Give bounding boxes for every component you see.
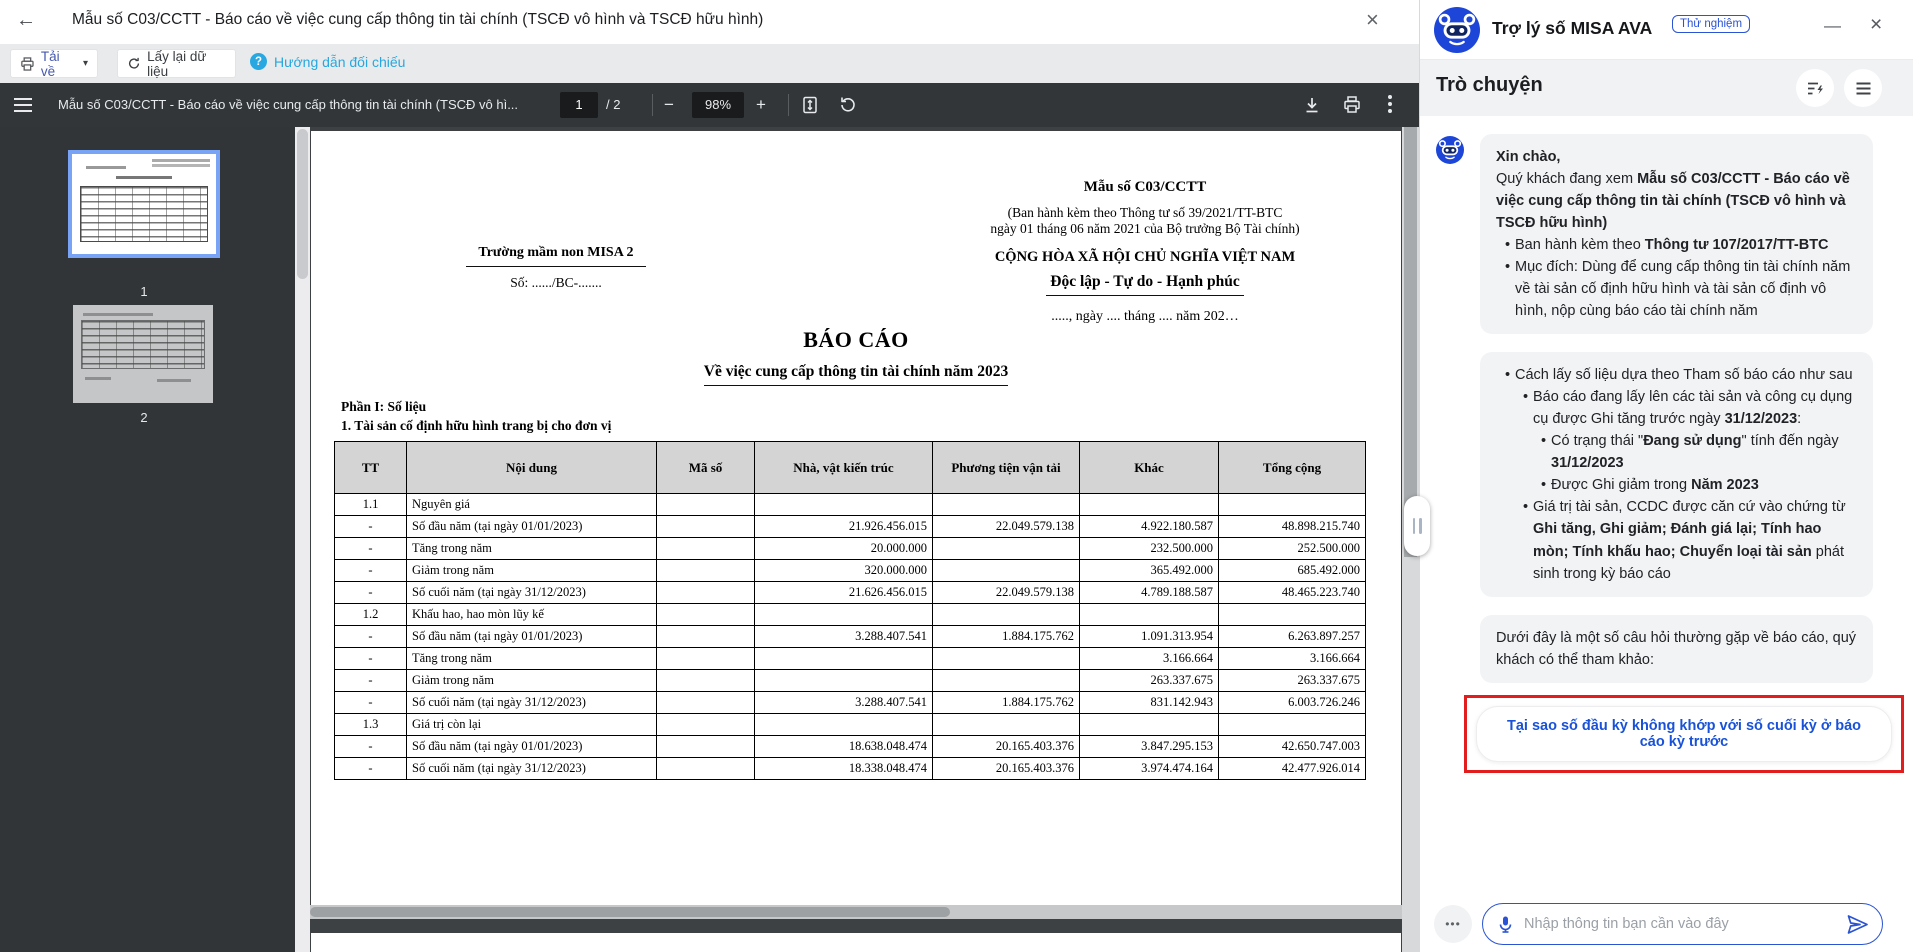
- table-cell: Số đầu năm (tại ngày 01/01/2023): [407, 626, 657, 648]
- national-motto: CỘNG HÒA XÃ HỘI CHỦ NGHĨA VIỆT NAM: [994, 248, 1296, 265]
- microphone-icon[interactable]: [1496, 915, 1515, 934]
- message-line: • Mục đích: Dùng để cung cấp thông tin tài chính năm về tài sản cố định hữu hình và tài sản cố định vô hình, nộp cùng báo cáo tài chính năm: [1504, 259, 1851, 320]
- table-cell: [933, 648, 1080, 670]
- table-cell: Nguyên giá: [407, 494, 657, 516]
- table-row: [335, 736, 1366, 758]
- table-row: [335, 758, 1366, 780]
- table-cell: Giá trị còn lại: [407, 714, 657, 736]
- send-icon[interactable]: [1846, 913, 1869, 936]
- table-cell: 1.3: [335, 714, 407, 736]
- message-line: Quý khách đang xem Mẫu số C03/CCTT - Báo cáo về việc cung cấp thông tin tài chính (TSCĐ vô hình và TSCĐ hữu hình): [1496, 171, 1850, 232]
- message-line: • Được Ghi giảm trong Năm 2023: [1540, 477, 1759, 494]
- report-page-2-edge: [311, 933, 1401, 952]
- table-cell: [657, 538, 755, 560]
- table-cell: 1.884.175.762: [933, 626, 1080, 648]
- more-actions-button[interactable]: •••: [1434, 905, 1472, 943]
- chat-section-bar: [1420, 60, 1913, 116]
- table-cell: [657, 692, 755, 714]
- table-cell: Tăng trong năm: [407, 648, 657, 670]
- annotation-highlight-box: [1464, 695, 1904, 773]
- table-cell: [657, 604, 755, 626]
- chat-bubble: [1480, 352, 1873, 596]
- toolbar-divider: [788, 94, 789, 116]
- chat-input-pill: [1482, 903, 1883, 945]
- table-cell: 4.789.188.587: [1080, 582, 1219, 604]
- page-number-input[interactable]: 1: [560, 92, 598, 118]
- form-number: Mẫu số C03/CCTT: [1083, 179, 1207, 195]
- rotate-icon[interactable]: [838, 95, 858, 115]
- table-cell: [657, 582, 755, 604]
- independence-line: Độc lập - Tự do - Hạnh phúc: [1046, 273, 1243, 296]
- assistant-header: [1420, 0, 1913, 60]
- table-cell: 42.477.926.014: [1219, 758, 1366, 780]
- assistant-name: Trợ lý số MISA AVA: [1492, 18, 1653, 38]
- zoom-out-button[interactable]: −: [664, 95, 674, 114]
- table-cell: [933, 714, 1080, 736]
- refresh-data-button[interactable]: [117, 49, 236, 78]
- table-cell: [657, 516, 755, 538]
- report-subtitle: Về việc cung cấp thông tin tài chính năm 2023: [704, 363, 1008, 386]
- chat-input-row: [1434, 903, 1883, 945]
- table-cell: [1219, 604, 1366, 626]
- table-cell: -: [335, 670, 407, 692]
- doc-header-left: [436, 243, 676, 291]
- table-cell: [657, 626, 755, 648]
- table-row: [335, 516, 1366, 538]
- table-cell: [657, 648, 755, 670]
- beta-badge: Thử nghiệm: [1672, 15, 1750, 33]
- report-window-titlebar: [0, 0, 1419, 44]
- table-cell: [657, 560, 755, 582]
- message-line: Dưới đây là một số câu hỏi thường gặp về báo cáo, quý khách có thể tham khảo:: [1496, 629, 1857, 668]
- doc-header-right: [969, 179, 1321, 325]
- table-cell: 263.337.675: [1080, 670, 1219, 692]
- table-row: [335, 582, 1366, 604]
- assistant-logo-icon: [1434, 7, 1480, 53]
- table-cell: [755, 714, 933, 736]
- print-icon[interactable]: [1342, 95, 1362, 115]
- download-button[interactable]: [10, 49, 98, 78]
- thumbnail-page-1-label: 1: [140, 284, 148, 299]
- table-cell: 6.263.897.257: [1219, 626, 1366, 648]
- table-cell: 3.847.295.153: [1080, 736, 1219, 758]
- table-row: [335, 538, 1366, 560]
- panel-resize-handle[interactable]: [1404, 496, 1430, 556]
- table-cell: 263.337.675: [1219, 670, 1366, 692]
- guide-label: Hướng dẫn đối chiếu: [274, 53, 406, 70]
- table-cell: -: [335, 648, 407, 670]
- table-cell: 48.898.215.740: [1219, 516, 1366, 538]
- report-window-title: Mẫu số C03/CCTT - Báo cáo về việc cung cấp thông tin tài chính (TSCĐ vô hình và TSCĐ hữu hình): [72, 11, 764, 28]
- more-options-icon[interactable]: [1388, 95, 1392, 113]
- table-cell: Số đầu năm (tại ngày 01/01/2023): [407, 516, 657, 538]
- table-header-row: [335, 442, 1366, 494]
- hamburger-icon: [1854, 79, 1873, 98]
- horizontal-scrollbar[interactable]: [310, 905, 1402, 919]
- new-chat-button[interactable]: [1796, 69, 1834, 107]
- assistant-avatar: [1436, 136, 1464, 164]
- table-row: [335, 560, 1366, 582]
- table-cell: Số cuối năm (tại ngày 31/12/2023): [407, 582, 657, 604]
- table-cell: Tăng trong năm: [407, 538, 657, 560]
- table-cell: 22.049.579.138: [933, 516, 1080, 538]
- thumbnail-page-2[interactable]: [73, 305, 213, 403]
- table-cell: [933, 560, 1080, 582]
- table-cell: 22.049.579.138: [933, 582, 1080, 604]
- date-line: ....., ngày .... tháng .... năm 202…: [1051, 308, 1239, 324]
- table-row: [335, 714, 1366, 736]
- table-cell: 3.288.407.541: [755, 692, 933, 714]
- table-header-cell: Mã số: [657, 442, 755, 494]
- table-cell: [755, 648, 933, 670]
- back-arrow-icon[interactable]: ←: [16, 9, 36, 31]
- table-cell: 1.091.313.954: [1080, 626, 1219, 648]
- chat-bubble: [1480, 615, 1873, 683]
- table-cell: [933, 670, 1080, 692]
- table-cell: -: [335, 692, 407, 714]
- table-cell: 685.492.000: [1219, 560, 1366, 582]
- chat-tab-title: Trò chuyện: [1436, 74, 1543, 96]
- table-cell: 21.926.456.015: [755, 516, 933, 538]
- pdf-doc-title: Mẫu số C03/CCTT - Báo cáo về việc cung cấp thông tin tài chính (TSCĐ vô hì...: [58, 97, 519, 112]
- printer-icon: [20, 56, 35, 72]
- table-cell: [933, 538, 1080, 560]
- table-cell: [755, 604, 933, 626]
- window-close-icon[interactable]: ×: [1366, 7, 1379, 32]
- table-cell: [657, 670, 755, 692]
- fit-page-icon[interactable]: [800, 95, 820, 115]
- table-cell: [1219, 714, 1366, 736]
- document-area: [310, 127, 1402, 952]
- message-line: • Ban hành kèm theo Thông tư 107/2017/TT-BTC: [1504, 237, 1829, 254]
- chevron-down-icon: ▾: [82, 58, 88, 69]
- table-row: [335, 648, 1366, 670]
- table-cell: 6.003.726.246: [1219, 692, 1366, 714]
- table-cell: 42.650.747.003: [1219, 736, 1366, 758]
- table-row: [335, 670, 1366, 692]
- close-icon[interactable]: ×: [1870, 13, 1883, 36]
- table-cell: [657, 714, 755, 736]
- table-row: [335, 692, 1366, 714]
- table-cell: -: [335, 560, 407, 582]
- table-cell: 3.288.407.541: [755, 626, 933, 648]
- table-cell: 320.000.000: [755, 560, 933, 582]
- table-cell: -: [335, 758, 407, 780]
- table-cell: 365.492.000: [1080, 560, 1219, 582]
- table-cell: Số đầu năm (tại ngày 01/01/2023): [407, 736, 657, 758]
- table-cell: -: [335, 538, 407, 560]
- table-cell: 1.2: [335, 604, 407, 626]
- table-cell: 48.465.223.740: [1219, 582, 1366, 604]
- table-cell: [755, 670, 933, 692]
- table-cell: 1.1: [335, 494, 407, 516]
- sidebar-scrollbar[interactable]: [295, 127, 310, 952]
- table-row: [335, 494, 1366, 516]
- zoom-level[interactable]: 98%: [692, 92, 744, 118]
- report-page-1: [311, 131, 1401, 905]
- table-cell: 20.165.403.376: [933, 758, 1080, 780]
- section-heading: 1. Tài sản cố định hữu hình trang bị cho đơn vị: [341, 418, 612, 433]
- table-header-cell: TT: [335, 442, 407, 494]
- part-heading: Phần I: Số liệu: [341, 399, 427, 414]
- guide-link[interactable]: [250, 53, 405, 70]
- table-header-cell: Nội dung: [407, 442, 657, 494]
- table-cell: 3.166.664: [1080, 648, 1219, 670]
- message-row: [1480, 352, 1873, 596]
- report-action-bar: [0, 44, 1419, 83]
- report-table: [334, 441, 1366, 780]
- issue-note-line1: (Ban hành kèm theo Thông tư số 39/2021/TT-BTC: [1007, 205, 1283, 220]
- table-cell: 3.974.474.164: [1080, 758, 1219, 780]
- table-cell: 232.500.000: [1080, 538, 1219, 560]
- table-cell: [1080, 494, 1219, 516]
- org-name: Trường mầm non MISA 2: [466, 245, 645, 267]
- table-cell: [933, 604, 1080, 626]
- message-line: • Cách lấy số liệu dựa theo Tham số báo cáo như sau: [1504, 367, 1853, 384]
- table-cell: [1080, 714, 1219, 736]
- table-cell: [755, 494, 933, 516]
- refresh-label: Lấy lại dữ liệu: [147, 48, 207, 79]
- table-cell: 831.142.943: [1080, 692, 1219, 714]
- table-cell: 20.165.403.376: [933, 736, 1080, 758]
- message-line: • Báo cáo đang lấy lên các tài sản và công cụ dụng cụ được Ghi tăng trước ngày 31/12/2023:: [1522, 389, 1853, 428]
- table-cell: -: [335, 736, 407, 758]
- thumbnail-sidebar: [0, 127, 295, 952]
- toolbar-divider: [652, 94, 653, 116]
- table-cell: Số cuối năm (tại ngày 31/12/2023): [407, 758, 657, 780]
- pdf-toolbar: [0, 83, 1419, 127]
- download-icon[interactable]: [1302, 95, 1322, 115]
- table-cell: Giảm trong năm: [407, 560, 657, 582]
- chat-bubble: [1480, 134, 1873, 334]
- compose-icon: [1806, 79, 1825, 98]
- table-cell: Số cuối năm (tại ngày 31/12/2023): [407, 692, 657, 714]
- table-header-cell: Phương tiện vận tải: [933, 442, 1080, 494]
- table-cell: Khấu hao, hao mòn lũy kế: [407, 604, 657, 626]
- thumbnail-page-2-label: 2: [140, 410, 148, 425]
- menu-icon[interactable]: [14, 98, 32, 100]
- pdf-viewer-body: [0, 127, 1419, 952]
- chat-messages: [1420, 116, 1913, 773]
- table-cell: Giảm trong năm: [407, 670, 657, 692]
- table-cell: 20.000.000: [755, 538, 933, 560]
- thumbnail-page-1[interactable]: [68, 150, 220, 258]
- message-line: • Có trạng thái "Đang sử dụng" tính đến ngày 31/12/2023: [1540, 433, 1839, 472]
- message-row: [1480, 615, 1873, 683]
- table-cell: [1219, 494, 1366, 516]
- refresh-icon: [127, 56, 141, 71]
- table-row: [335, 626, 1366, 648]
- table-row: [335, 604, 1366, 626]
- chat-menu-button[interactable]: [1844, 69, 1882, 107]
- table-cell: 21.626.456.015: [755, 582, 933, 604]
- table-header-cell: Nhà, vật kiến trúc: [755, 442, 933, 494]
- question-icon: ?: [250, 53, 267, 70]
- table-header-cell: Khác: [1080, 442, 1219, 494]
- table-cell: 18.638.048.474: [755, 736, 933, 758]
- table-cell: [657, 494, 755, 516]
- message-line: • Giá trị tài sản, CCDC được căn cứ vào chứng từ Ghi tăng, Ghi giảm; Đánh giá lại; Tính hao mòn; Tính khấu hao; Chuyển loại tài sản phát sinh trong kỳ báo cáo: [1522, 499, 1846, 582]
- table-cell: [657, 758, 755, 780]
- issue-note-line2: ngày 01 tháng 06 năm 2021 của Bộ trưởng Bộ Tài chính): [990, 220, 1300, 236]
- chat-input[interactable]: [1524, 916, 1837, 932]
- doc-number: Số: ....../BC-.......: [510, 275, 602, 290]
- table-cell: [1080, 604, 1219, 626]
- table-cell: [657, 736, 755, 758]
- table-cell: 18.338.048.474: [755, 758, 933, 780]
- table-cell: -: [335, 582, 407, 604]
- table-header-cell: Tổng cộng: [1219, 442, 1366, 494]
- report-title: BÁO CÁO: [803, 327, 909, 352]
- assistant-panel: [1419, 0, 1913, 952]
- table-cell: 3.166.664: [1219, 648, 1366, 670]
- message-line: Xin chào,: [1496, 149, 1561, 165]
- table-cell: 1.884.175.762: [933, 692, 1080, 714]
- page-total: / 2: [606, 97, 621, 112]
- table-cell: -: [335, 626, 407, 648]
- table-cell: 4.922.180.587: [1080, 516, 1219, 538]
- suggested-question[interactable]: Tại sao số đầu kỳ không khớp với số cuối kỳ ở báo cáo kỳ trước: [1476, 706, 1892, 762]
- download-label: Tải về: [40, 48, 60, 79]
- table-cell: -: [335, 516, 407, 538]
- minimize-icon[interactable]: —: [1824, 16, 1841, 35]
- message-row: [1480, 134, 1873, 334]
- zoom-in-button[interactable]: +: [756, 95, 766, 114]
- table-cell: 252.500.000: [1219, 538, 1366, 560]
- table-cell: [933, 494, 1080, 516]
